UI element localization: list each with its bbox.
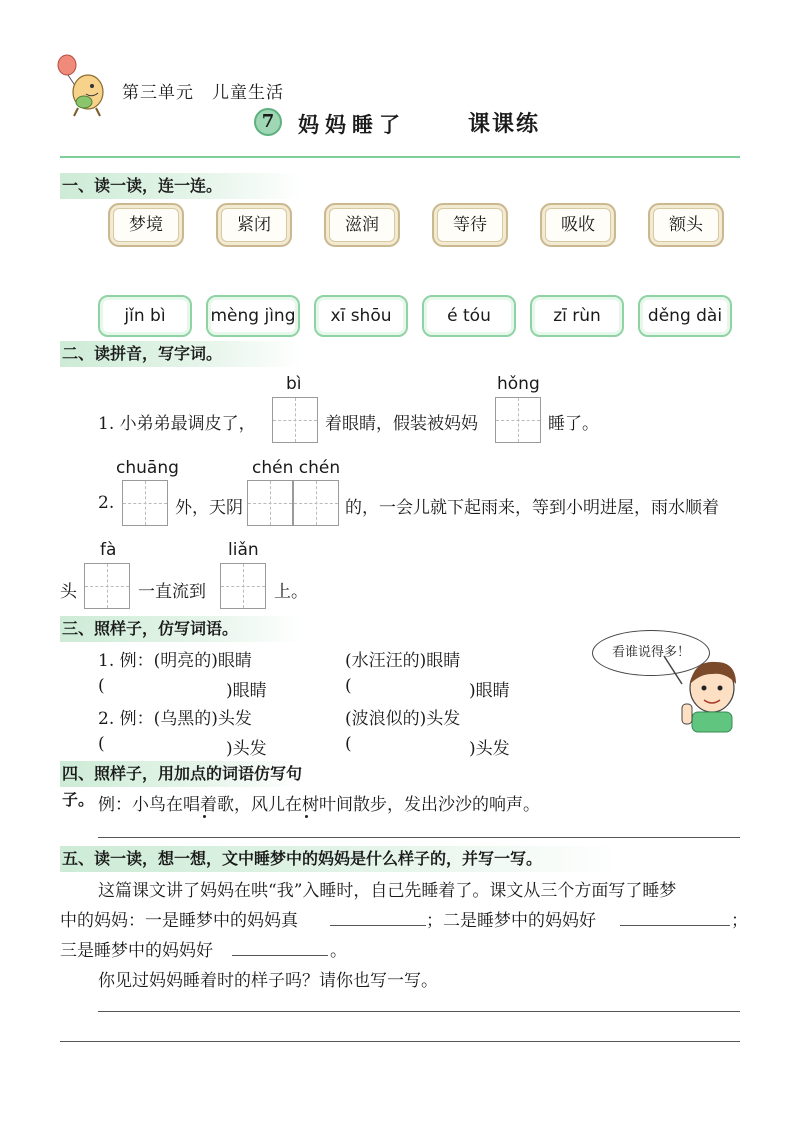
q1-text-middle: 着眼睛，假装被妈妈 <box>325 414 478 434</box>
q3-text-end: 上。 <box>274 582 308 602</box>
word-card-1[interactable]: 梦境 <box>108 203 184 247</box>
s3-answer-4-suffix: )头发 <box>469 739 510 759</box>
q3-text-middle: 一直流到 <box>138 582 206 602</box>
section4-title: 四、照样子，用加点的词语仿写句子。 <box>60 761 302 787</box>
s3-example-2b: (波浪似的)头发 <box>345 709 461 729</box>
q2-text-end: 的，一会儿就下起雨来，等到小明进屋，雨水顺着 <box>345 498 719 518</box>
q3-char-box-2[interactable] <box>220 563 266 609</box>
pinyin-card-4[interactable]: é tóu <box>422 295 516 337</box>
s3-paren-open-2: ( <box>345 676 352 696</box>
q2-char-box-3[interactable] <box>293 480 339 526</box>
section2-title: 二、读拼音，写字词。 <box>60 341 302 367</box>
emphasis-dot-1 <box>203 815 206 818</box>
word-card-3[interactable]: 滋润 <box>324 203 400 247</box>
section5-title: 五、读一读，想一想，文中睡梦中的妈妈是什么样子的，并写一写。 <box>60 846 622 872</box>
s5-para1-line2c: ； <box>731 911 748 931</box>
q1-pinyin-2: hǒng <box>497 374 540 394</box>
pinyin-card-3[interactable]: xī shōu <box>314 295 408 337</box>
s3-example-1a: 1. 例：(明亮的)眼睛 <box>98 651 252 671</box>
s5-blank-1[interactable] <box>330 925 426 926</box>
mascot-balloon-illustration <box>56 52 112 118</box>
q3-text-start: 头 <box>60 582 77 602</box>
pinyin-card-6[interactable]: děng dài <box>638 295 732 337</box>
s5-para1-line2b: ；二是睡梦中的妈妈好 <box>426 911 596 931</box>
s3-paren-open-3: ( <box>98 734 105 754</box>
q3-pinyin-2: liǎn <box>228 540 259 560</box>
q1-char-box-1[interactable] <box>272 397 318 443</box>
lesson-title: 妈妈睡了 <box>298 113 406 137</box>
speech-bubble: 看谁说得多！ <box>592 630 710 676</box>
s5-para1-line1: 这篇课文讲了妈妈在哄“我”入睡时，自己先睡着了。课文从三个方面写了睡梦 <box>98 881 677 901</box>
q1-pinyin-1: bì <box>286 374 302 394</box>
header-divider <box>60 156 740 158</box>
word-card-6[interactable]: 额头 <box>648 203 724 247</box>
pinyin-card-5[interactable]: zī rùn <box>530 295 624 337</box>
s5-answer-line-1[interactable] <box>98 1011 740 1012</box>
lesson-number-badge: 7 <box>254 108 282 136</box>
unit-heading: 第三单元 儿童生活 <box>122 83 284 103</box>
q2-pinyin-2: chén chén <box>252 458 341 478</box>
section3-title: 三、照样子，仿写词语。 <box>60 616 302 642</box>
s3-answer-2-suffix: )眼睛 <box>469 681 510 701</box>
s3-answer-1-suffix: )眼睛 <box>226 681 267 701</box>
q2-pinyin-1: chuāng <box>116 458 179 478</box>
q3-char-box-1[interactable] <box>84 563 130 609</box>
s5-para1-line3a: 三是睡梦中的妈妈好 <box>60 941 213 961</box>
s3-example-1b: (水汪汪的)眼睛 <box>345 651 461 671</box>
practice-label: 课课练 <box>468 112 541 137</box>
s5-para2: 你见过妈妈睡着时的样子吗？请你也写一写。 <box>98 971 438 991</box>
s3-answer-3-suffix: )头发 <box>226 739 267 759</box>
s3-example-2a: 2. 例：(乌黑的)头发 <box>98 709 252 729</box>
word-card-2[interactable]: 紧闭 <box>216 203 292 247</box>
q1-text-end: 睡了。 <box>548 414 599 434</box>
s4-example-sentence: 例：小鸟在唱着歌，风儿在树叶间散步，发出沙沙的响声。 <box>98 795 540 815</box>
s5-blank-2[interactable] <box>620 925 730 926</box>
section1-title: 一、读一读，连一连。 <box>60 173 302 199</box>
q2-char-box-2[interactable] <box>247 480 293 526</box>
s5-blank-3[interactable] <box>232 955 328 956</box>
emphasis-dot-2 <box>305 815 308 818</box>
s4-answer-line[interactable] <box>98 837 740 838</box>
s5-para1-line3b: 。 <box>330 941 347 961</box>
s3-paren-open-1: ( <box>98 676 105 696</box>
word-card-4[interactable]: 等待 <box>432 203 508 247</box>
q2-char-box-1[interactable] <box>122 480 168 526</box>
q1-char-box-2[interactable] <box>495 397 541 443</box>
s5-para1-line2a: 中的妈妈：一是睡梦中的妈妈真 <box>60 911 298 931</box>
s3-paren-open-4: ( <box>345 734 352 754</box>
q2-number: 2. <box>98 493 115 513</box>
word-card-5[interactable]: 吸收 <box>540 203 616 247</box>
q1-text-start: 1. 小弟弟最调皮了， <box>98 414 256 434</box>
pinyin-card-2[interactable]: mèng jìng <box>206 295 300 337</box>
s5-answer-line-2[interactable] <box>60 1041 740 1042</box>
boy-illustration <box>660 654 746 734</box>
q3-pinyin-1: fà <box>100 540 117 560</box>
pinyin-card-1[interactable]: jǐn bì <box>98 295 192 337</box>
q2-text-middle: 外，天阴 <box>175 498 243 518</box>
